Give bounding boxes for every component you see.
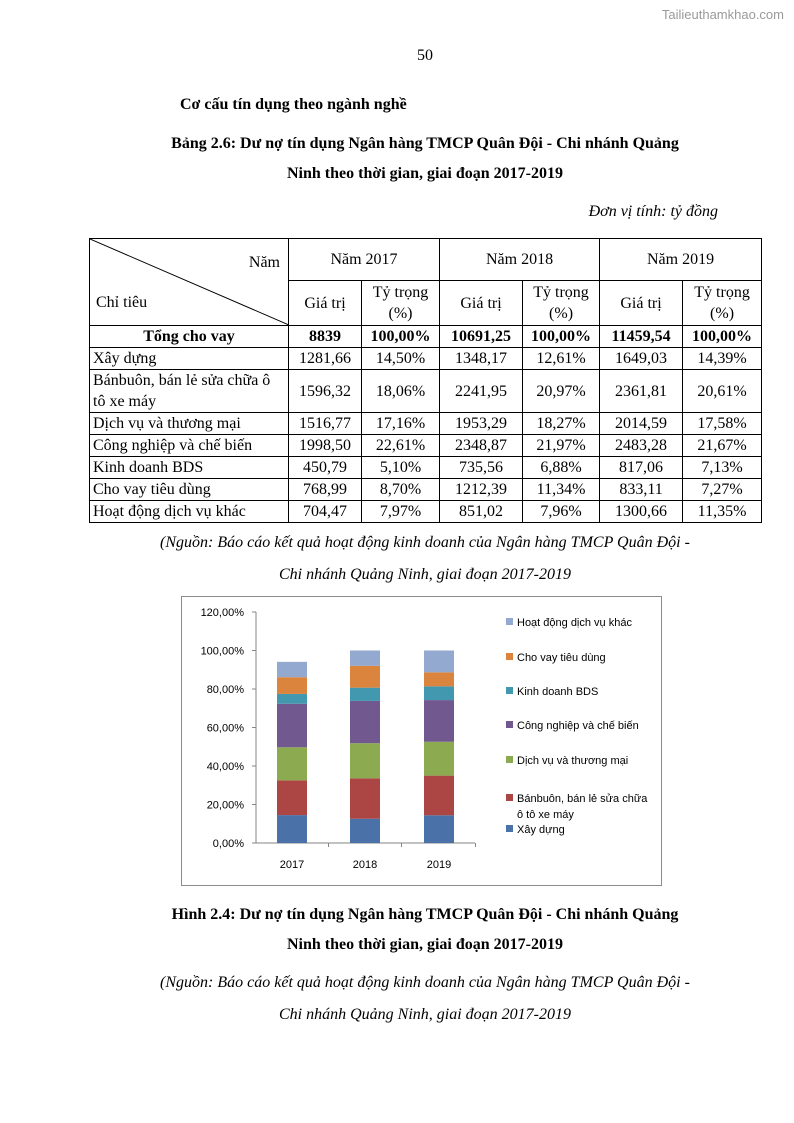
figure-source-line1: (Nguồn: Báo cáo kết quả hoạt động kinh doanh của Ngân hàng TMCP Quân Đội -: [160, 974, 690, 991]
legend-label: Cho vay tiêu dùng: [517, 652, 606, 664]
cell: 10691,25: [440, 326, 523, 348]
cell: 1300,66: [600, 501, 683, 523]
legend-label: ô tô xe máy: [517, 809, 574, 821]
row-label: Công nghiệp và chế biến: [90, 435, 289, 457]
table-row: [90, 479, 762, 501]
bar-segment-2019-3: [424, 700, 454, 742]
legend-label: Kinh doanh BDS: [517, 686, 599, 698]
table-row: [90, 501, 762, 523]
cell: 22,61%: [362, 435, 440, 457]
bar-segment-2018-4: [350, 688, 380, 701]
cell: 1281,66: [289, 348, 362, 370]
cell: 450,79: [289, 457, 362, 479]
cell: 1212,39: [440, 479, 523, 501]
col-value-header: Giá trị: [289, 281, 362, 326]
figure-caption-line2: Ninh theo thời gian, giai đoạn 2017-2019: [286, 936, 563, 953]
bar-segment-2019-5: [424, 672, 454, 686]
figure-caption: [90, 900, 760, 960]
section-heading: Cơ cấu tín dụng theo ngành nghề: [180, 96, 407, 113]
watermark: Tailieuthamkhao.com: [661, 7, 784, 22]
y-tick-label: 0,00%: [212, 838, 244, 850]
cell: 7,27%: [683, 479, 762, 501]
bar-segment-2019-1: [424, 776, 454, 816]
cell: 14,39%: [683, 348, 762, 370]
cell: 833,11: [600, 479, 683, 501]
y-tick-label: 120,00%: [200, 607, 244, 619]
year-header-2019: Năm 2019: [600, 239, 762, 281]
legend-swatch: [506, 618, 513, 625]
bar-segment-2018-6: [350, 651, 380, 666]
page-number: 50: [417, 47, 433, 64]
table-caption-line2: Ninh theo thời gian, giai đoạn 2017-2019: [286, 165, 563, 182]
table-row: [90, 413, 762, 435]
credit-table: [89, 238, 762, 523]
bar-segment-2017-3: [277, 704, 307, 748]
legend-label: Công nghiệp và chế biến: [517, 720, 639, 732]
table-caption-line1: Bảng 2.6: Dư nợ tín dụng Ngân hàng TMCP Quân Đội - Chi nhánh Quảng: [171, 135, 679, 152]
stacked-bar-chart: [181, 596, 662, 886]
indicator-axis-label: Chỉ tiêu: [96, 294, 148, 311]
table-row: [90, 348, 762, 370]
legend-swatch: [506, 794, 513, 801]
bar-segment-2018-2: [350, 743, 380, 778]
cell: 735,56: [440, 457, 523, 479]
cell: 18,27%: [523, 413, 600, 435]
legend-label: Xây dựng: [517, 824, 565, 836]
legend-label: Bánbuôn, bán lẻ sửa chữa: [517, 793, 648, 805]
bar-segment-2018-1: [350, 778, 380, 818]
cell: 7,97%: [362, 501, 440, 523]
table-row: [90, 435, 762, 457]
x-tick-label: 2019: [426, 859, 452, 871]
legend-swatch: [506, 756, 513, 763]
cell: 1649,03: [600, 348, 683, 370]
cell: 1953,29: [440, 413, 523, 435]
cell: 2241,95: [440, 370, 523, 413]
cell: 2361,81: [600, 370, 683, 413]
cell: 1596,32: [289, 370, 362, 413]
cell: 21,97%: [523, 435, 600, 457]
legend-swatch: [506, 653, 513, 660]
bar-segment-2018-5: [350, 666, 380, 688]
x-tick-label: 2017: [279, 859, 305, 871]
bar-segment-2017-5: [277, 677, 307, 694]
table-source: [90, 527, 760, 591]
row-label: Kinh doanh BDS: [90, 457, 289, 479]
y-tick-label: 40,00%: [206, 761, 244, 773]
y-tick-label: 100,00%: [200, 645, 244, 658]
cell: 1998,50: [289, 435, 362, 457]
col-value-header: Giá trị: [600, 281, 683, 326]
cell: 12,61%: [523, 348, 600, 370]
table-source-line1: (Nguồn: Báo cáo kết quả hoạt động kinh doanh của Ngân hàng TMCP Quân Đội -: [160, 534, 690, 551]
table-source-line2: Chi nhánh Quảng Ninh, giai đoạn 2017-2019: [278, 566, 571, 583]
bar-segment-2017-6: [277, 662, 307, 677]
cell: 18,06%: [362, 370, 440, 413]
cell: 2348,87: [440, 435, 523, 457]
legend-label: Dịch vụ và thương mại: [517, 755, 629, 767]
cell: 851,02: [440, 501, 523, 523]
cell: 11459,54: [600, 326, 683, 348]
figure-caption-line1: Hình 2.4: Dư nợ tín dụng Ngân hàng TMCP Quân Đội - Chi nhánh Quảng: [171, 906, 679, 923]
cell: 17,58%: [683, 413, 762, 435]
figure-source: [90, 967, 760, 1031]
table-caption: [90, 129, 760, 189]
legend-swatch: [506, 825, 513, 832]
row-label: Hoạt động dịch vụ khác: [90, 501, 289, 523]
cell: 21,67%: [683, 435, 762, 457]
cell: 20,97%: [523, 370, 600, 413]
cell: 1348,17: [440, 348, 523, 370]
bar-segment-2017-0: [277, 815, 307, 843]
chart-canvas: [182, 597, 661, 885]
cell: 7,96%: [523, 501, 600, 523]
cell: 8839: [289, 326, 362, 348]
col-share-header: Tỷ trọng (%): [523, 281, 600, 326]
bar-segment-2019-0: [424, 815, 454, 843]
year-header-2017: Năm 2017: [289, 239, 440, 281]
cell: 20,61%: [683, 370, 762, 413]
col-share-header: Tỷ trọng (%): [362, 281, 440, 326]
row-label: Dịch vụ và thương mại: [90, 413, 289, 435]
cell: 100,00%: [362, 326, 440, 348]
x-tick-label: 2018: [352, 859, 378, 871]
cell: 14,50%: [362, 348, 440, 370]
bar-segment-2017-1: [277, 780, 307, 815]
bar-segment-2019-4: [424, 686, 454, 700]
bar-segment-2017-4: [277, 694, 307, 704]
year-axis-label: Năm: [248, 254, 280, 271]
figure-source-line2: Chi nhánh Quảng Ninh, giai đoạn 2017-2019: [278, 1006, 571, 1023]
cell: 11,35%: [683, 501, 762, 523]
col-value-header: Giá trị: [440, 281, 523, 326]
bar-segment-2019-2: [424, 742, 454, 776]
cell: 2014,59: [600, 413, 683, 435]
legend-label: Hoạt động dịch vụ khác: [517, 617, 632, 629]
cell: 5,10%: [362, 457, 440, 479]
col-share-header: Tỷ trọng (%): [683, 281, 762, 326]
unit-note: Đơn vị tính: tỷ đồng: [588, 203, 718, 220]
cell: 100,00%: [683, 326, 762, 348]
bar-segment-2018-3: [350, 701, 380, 743]
table-row-total: [90, 326, 762, 348]
bar-segment-2017-2: [277, 747, 307, 780]
cell: 7,13%: [683, 457, 762, 479]
cell: 11,34%: [523, 479, 600, 501]
cell: 704,47: [289, 501, 362, 523]
cell: 6,88%: [523, 457, 600, 479]
legend-swatch: [506, 687, 513, 694]
y-tick-label: 60,00%: [206, 722, 244, 735]
cell: 768,99: [289, 479, 362, 501]
cell: 17,16%: [362, 413, 440, 435]
table-row: [90, 457, 762, 479]
row-label: Tổng cho vay: [90, 326, 289, 348]
y-tick-label: 20,00%: [206, 799, 244, 812]
cell: 8,70%: [362, 479, 440, 501]
y-tick-label: 80,00%: [206, 684, 244, 696]
corner-header: [90, 239, 289, 326]
cell: 817,06: [600, 457, 683, 479]
year-header-2018: Năm 2018: [440, 239, 600, 281]
row-label: Cho vay tiêu dùng: [90, 479, 289, 501]
cell: 100,00%: [523, 326, 600, 348]
bar-segment-2019-6: [424, 651, 454, 673]
bar-segment-2018-0: [350, 819, 380, 843]
row-label: Xây dựng: [90, 348, 289, 370]
table-row: [90, 370, 762, 413]
cell: 1516,77: [289, 413, 362, 435]
cell: 2483,28: [600, 435, 683, 457]
legend-swatch: [506, 721, 513, 728]
row-label: Bánbuôn, bán lẻ sửa chữa ô tô xe máy: [90, 370, 289, 413]
